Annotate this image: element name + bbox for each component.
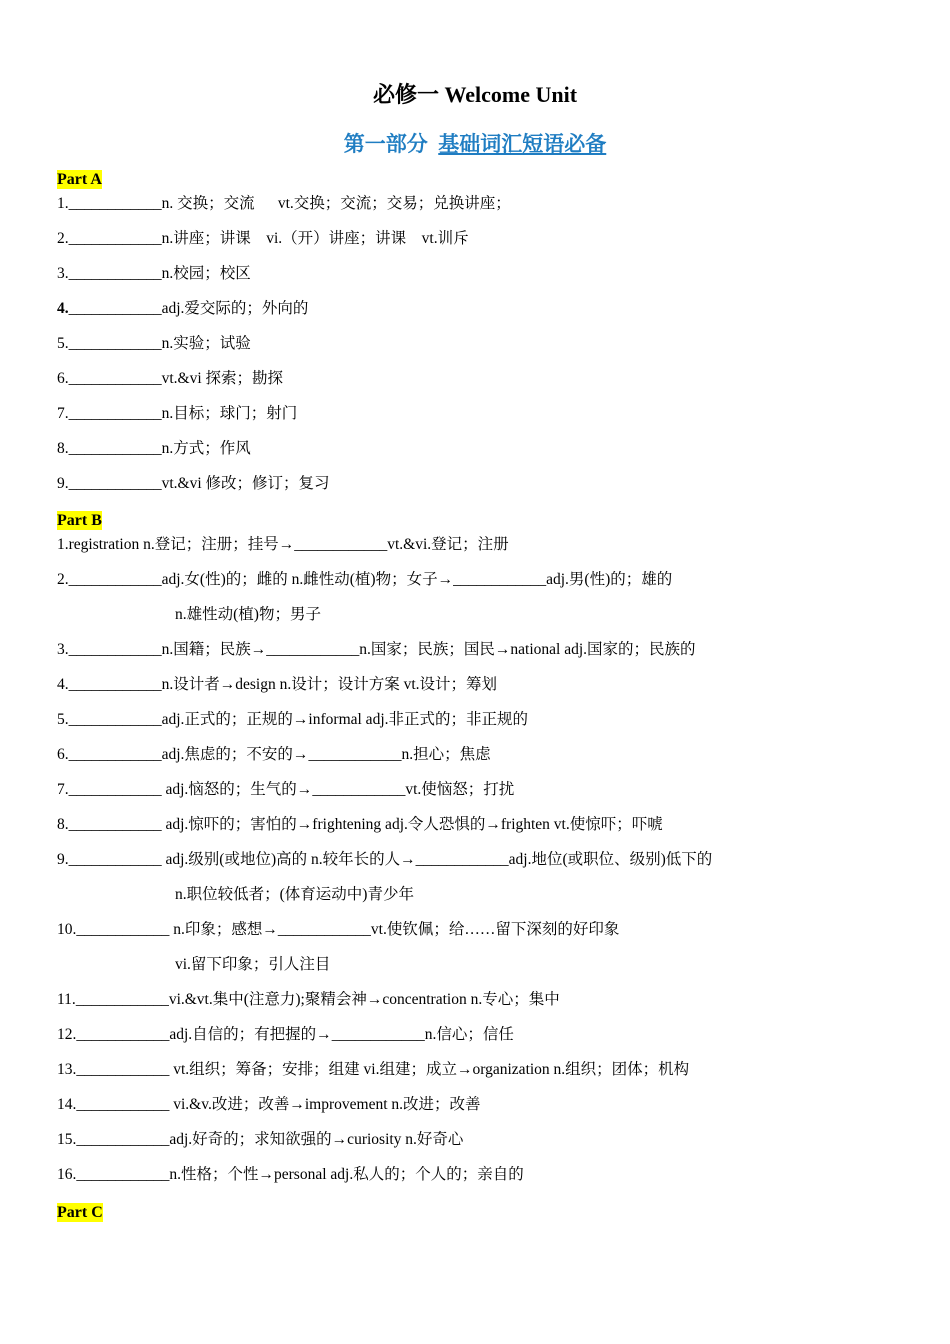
answer-blank: ____________: [68, 746, 162, 763]
item-number: 10.: [57, 921, 77, 938]
part-a-item: [57, 229, 469, 249]
item-definition: vi.&v.改进；改善→improvement n.改进；改善: [169, 1096, 481, 1113]
answer-blank: ____________: [68, 781, 162, 798]
answer-blank: ____________: [68, 265, 162, 282]
part-b-item: [57, 1025, 514, 1045]
answer-blank: ____________: [331, 1026, 425, 1043]
section-title: 基础词汇短语必备: [438, 132, 607, 156]
answer-blank: ____________: [68, 405, 162, 422]
item-number: 2.: [57, 230, 69, 247]
item-definition: adj.自信的；有把握的→: [169, 1026, 332, 1043]
answer-blank: ____________: [312, 781, 406, 798]
item-number: 3.: [57, 641, 69, 658]
item-number: 1.: [57, 195, 69, 212]
item-definition: n.性格；个性→personal adj.私人的；个人的；亲自的: [169, 1166, 524, 1183]
item-definition: vt.组织；筹备；安排；组建 vi.组建；成立→organization n.组织；团体；机构: [169, 1061, 690, 1078]
item-number: 4.: [57, 676, 69, 693]
item-definition: adj.正式的；正规的→informal adj.非正式的；非正规的: [161, 711, 528, 728]
answer-blank: ____________: [68, 335, 162, 352]
item-definition: n.国籍；民族→: [161, 641, 267, 658]
item-definition: n.校园；校区: [161, 265, 251, 282]
answer-blank: ____________: [308, 746, 402, 763]
item-number: 6.: [57, 370, 69, 387]
part-b-item: [57, 850, 712, 870]
item-number: 5.: [57, 335, 69, 352]
part-b-item-continuation: n.职位较低者；(体育运动中)青少年: [175, 886, 414, 903]
answer-blank: ____________: [76, 1026, 170, 1043]
part-a-label: Part A: [57, 171, 102, 188]
section-heading: [0, 128, 950, 158]
answer-blank: ____________: [76, 1096, 170, 1113]
item-number: 9.: [57, 851, 69, 868]
item-number: 15.: [57, 1131, 77, 1148]
part-b-item: [57, 990, 560, 1010]
answer-blank: ____________: [68, 711, 162, 728]
part-b-item: [57, 1060, 689, 1080]
answer-blank: ____________: [68, 676, 162, 693]
item-number: 8.: [57, 440, 69, 457]
part-a-item: [57, 474, 330, 494]
part-a-item: [57, 194, 511, 214]
part-b-item: [57, 710, 528, 730]
item-definition: adj.男(性)的；雄的: [546, 571, 673, 588]
page-title: 必修一 Welcome Unit: [372, 82, 578, 107]
answer-blank: ____________: [68, 851, 162, 868]
answer-blank: ____________: [453, 571, 547, 588]
item-number: 2.: [57, 571, 69, 588]
part-a-item: [57, 439, 251, 459]
section-number: 第一部分: [343, 132, 428, 156]
answer-blank: ____________: [76, 1166, 170, 1183]
item-definition: n.讲座；讲课 vi.（开）讲座；讲课 vt.训斥: [161, 230, 469, 247]
part-c-label: Part C: [57, 1204, 103, 1221]
item-definition: 1.registration n.登记；注册；挂号→: [57, 536, 295, 553]
item-number: 16.: [57, 1166, 77, 1183]
part-b-item: [57, 780, 514, 800]
item-definition: adj.地位(或职位、级别)低下的: [508, 851, 713, 868]
item-number: 14.: [57, 1096, 77, 1113]
item-number: 5.: [57, 711, 69, 728]
part-b-item-continuation: vi.留下印象；引人注目: [175, 956, 331, 973]
item-definition: n.方式；作风: [161, 440, 251, 457]
part-a-item: [57, 264, 251, 284]
item-number: 7.: [57, 405, 69, 422]
answer-blank: ____________: [76, 1061, 170, 1078]
part-b-item: [57, 1165, 524, 1185]
part-a-item: [57, 404, 297, 424]
item-definition: vt.&vi 探索；勘探: [161, 370, 284, 387]
part-b-item: [57, 1130, 463, 1150]
part-b-item: [57, 570, 672, 590]
part-a-item: [57, 369, 283, 389]
item-definition: adj.惊吓的；害怕的→frightening adj.令人恐惧的→frighten vt.使惊吓；吓唬: [161, 816, 663, 833]
part-a-item: [57, 334, 251, 354]
item-number: 13.: [57, 1061, 77, 1078]
item-number: 9.: [57, 475, 69, 492]
item-definition: adj.女(性)的；雌的 n.雌性动(植)物；女子→: [161, 571, 454, 588]
item-definition: n.设计者→design n.设计；设计方案 vt.设计；筹划: [161, 676, 498, 693]
item-number: 3.: [57, 265, 69, 282]
item-definition: n.目标；球门；射门: [161, 405, 298, 422]
item-definition: n.国家；民族；国民→national adj.国家的；民族的: [359, 641, 696, 658]
part-b-item: [57, 920, 619, 940]
answer-blank: ____________: [76, 1131, 170, 1148]
answer-blank: ____________: [266, 641, 360, 658]
item-definition: vt.&vi 修改；修订；复习: [161, 475, 330, 492]
item-definition: n.实验；试验: [161, 335, 251, 352]
part-b-item: [57, 745, 491, 765]
answer-blank: ____________: [68, 440, 162, 457]
part-b-item-continuation: n.雄性动(植)物；男子: [175, 606, 321, 623]
item-definition: n.信心；信任: [424, 1026, 514, 1043]
item-definition: vt.使恼怒；打扰: [405, 781, 515, 798]
item-definition: adj.恼怒的；生气的→: [161, 781, 313, 798]
item-definition: adj.爱交际的；外向的: [161, 300, 309, 317]
answer-blank: ____________: [68, 300, 162, 317]
item-number: 11.: [57, 991, 76, 1008]
answer-blank: ____________: [76, 921, 170, 938]
answer-blank: ____________: [415, 851, 509, 868]
part-b-label: Part B: [57, 512, 102, 529]
answer-blank: ____________: [68, 641, 162, 658]
item-number: 4.: [57, 300, 69, 317]
item-definition: adj.级别(或地位)高的 n.较年长的人→: [161, 851, 416, 868]
item-number: 7.: [57, 781, 69, 798]
part-b-item: [57, 535, 509, 555]
answer-blank: ____________: [68, 571, 162, 588]
item-definition: adj.焦虑的；不安的→: [161, 746, 309, 763]
item-definition: n.印象；感想→: [169, 921, 278, 938]
answer-blank: ____________: [68, 370, 162, 387]
part-b-item: [57, 675, 497, 695]
answer-blank: ____________: [294, 536, 388, 553]
part-b-item: [57, 815, 663, 835]
item-definition: vt.&vi.登记；注册: [387, 536, 509, 553]
answer-blank: ____________: [68, 475, 162, 492]
part-b-item: [57, 640, 696, 660]
item-definition: n.担心；焦虑: [401, 746, 491, 763]
answer-blank: ____________: [68, 195, 162, 212]
item-number: 8.: [57, 816, 69, 833]
item-definition: vt.使钦佩；给……留下深刻的好印象: [370, 921, 620, 938]
item-definition: n. 交换；交流 vt.交换；交流；交易；兑换讲座；: [161, 195, 511, 212]
part-a-item: [57, 299, 308, 319]
answer-blank: ____________: [68, 816, 162, 833]
answer-blank: ____________: [68, 230, 162, 247]
answer-blank: ____________: [75, 991, 169, 1008]
item-definition: vi.&vt.集中(注意力);聚精会神→concentration n.专心；集中: [168, 991, 560, 1008]
part-b-item: [57, 1095, 481, 1115]
item-definition: adj.好奇的；求知欲强的→curiosity n.好奇心: [169, 1131, 464, 1148]
answer-blank: ____________: [277, 921, 371, 938]
item-number: 6.: [57, 746, 69, 763]
item-number: 12.: [57, 1026, 77, 1043]
